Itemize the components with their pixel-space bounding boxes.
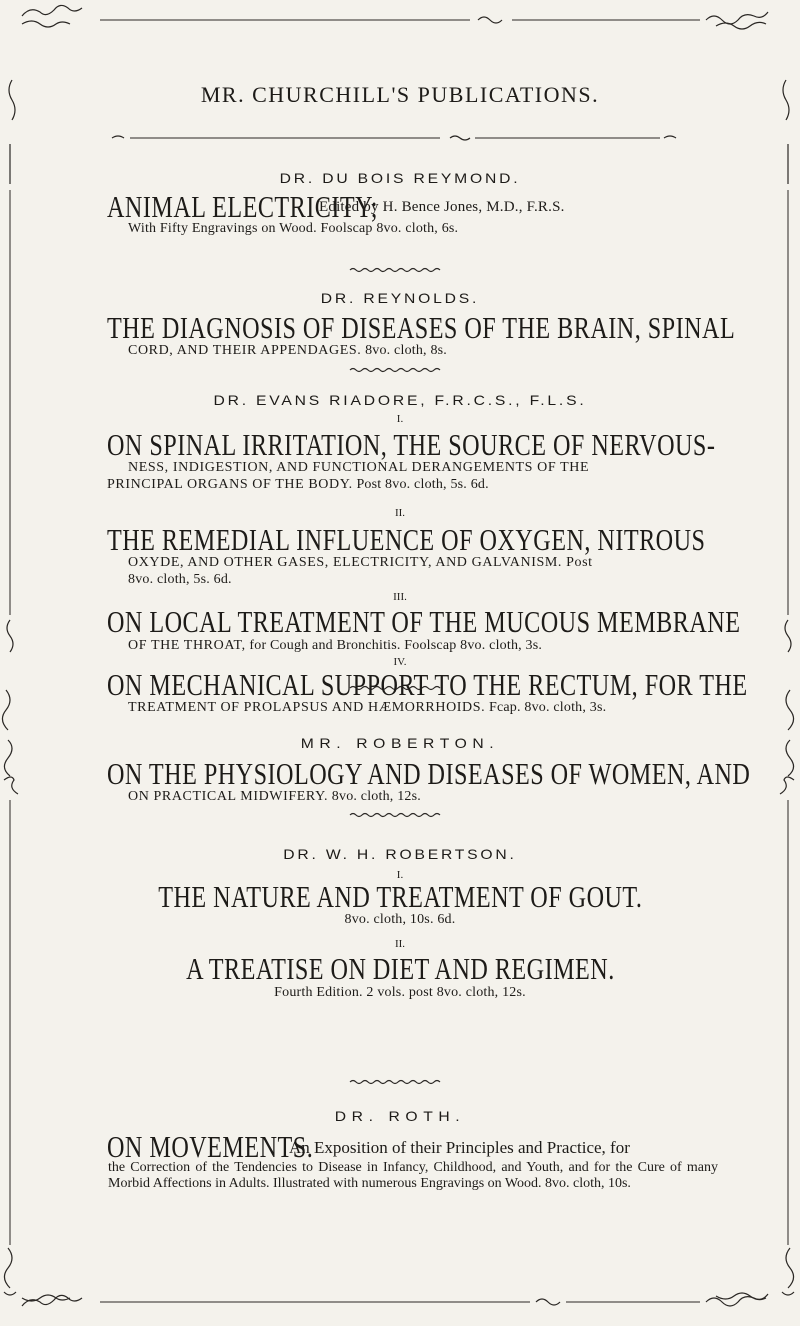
- numeral-i: I.: [396, 413, 404, 425]
- author-du-bois-reymond: DR. DU BOIS REYMOND.: [279, 170, 521, 186]
- work-subtitle: TREATMENT OF PROLAPSUS AND HÆMORRHOIDS.: [128, 700, 486, 715]
- work-physiology-details: [128, 789, 421, 805]
- work-spinal-irritation-line2: NESS, INDIGESTION, AND FUNCTIONAL DERANGEMENTS OF THE: [128, 460, 590, 475]
- work-title: ANIMAL ELECTRICITY;: [107, 190, 378, 225]
- numeral-iii: III.: [393, 591, 407, 603]
- author-roth: DR. ROTH.: [334, 1108, 466, 1124]
- work-spinal-irritation-line3: [107, 477, 489, 493]
- work-diagnosis-details: [128, 343, 447, 359]
- numeral-iv: IV.: [393, 656, 407, 668]
- author-roberton: MR. ROBERTON.: [300, 735, 500, 751]
- work-movements: [107, 1130, 722, 1165]
- top-rule-ornament: [22, 5, 768, 29]
- work-remedial-influence-line2: OXYDE, AND OTHER GASES, ELECTRICITY, AND GALVANISM. Post: [128, 555, 593, 570]
- work-price: 8vo. cloth, 12s.: [331, 789, 421, 804]
- work-spinal-irritation-title: ON SPINAL IRRITATION, THE SOURCE OF NERVOUS-: [107, 428, 716, 463]
- work-subtitle: PRINCIPAL ORGANS OF THE BODY.: [107, 477, 353, 492]
- work-gout-title-wrap: [0, 880, 800, 915]
- work-mechanical-support-title: ON MECHANICAL SUPPORT TO THE RECTUM, FOR THE: [107, 668, 748, 703]
- work-remedial-influence-title: THE REMEDIAL INFLUENCE OF OXYGEN, NITROUS: [107, 523, 706, 558]
- work-diet-title: A TREATISE ON DIET AND REGIMEN.: [185, 952, 615, 987]
- work-details: With Fifty Engravings on Wood. Foolscap 8vo. cloth, 6s.: [128, 221, 459, 236]
- work-price: for Cough and Bronchitis. Foolscap 8vo. cloth, 3s.: [249, 638, 543, 653]
- work-price: Fcap. 8vo. cloth, 3s.: [488, 700, 607, 715]
- work-price: 8vo. cloth, 8s.: [365, 343, 448, 358]
- work-subtitle: CORD, AND THEIR APPENDAGES.: [128, 343, 362, 358]
- bottom-rule-ornament: [22, 1293, 768, 1306]
- work-subtitle: ON PRACTICAL MIDWIFERY.: [128, 789, 329, 804]
- work-movements-desc-line1: An Exposition of their Principles and Practice, for: [289, 1138, 630, 1157]
- numeral-ii-robertson: II.: [394, 938, 406, 950]
- work-movements-title: ON MOVEMENTS.: [107, 1130, 314, 1165]
- work-remedial-influence-line3: 8vo. cloth, 5s. 6d.: [128, 572, 232, 587]
- author-robertson: DR. W. H. ROBERTSON.: [283, 846, 517, 862]
- work-diet-title-wrap: [0, 952, 800, 987]
- numeral-i-robertson: I.: [396, 869, 404, 881]
- work-gout-title: THE NATURE AND TREATMENT OF GOUT.: [157, 880, 643, 915]
- header-underline: [112, 136, 676, 140]
- work-gout-details: 8vo. cloth, 10s. 6d.: [344, 912, 456, 927]
- author-reynolds: DR. REYNOLDS.: [320, 290, 480, 306]
- work-editor: Edited by H. Bence Jones, M.D., F.R.S.: [319, 199, 565, 215]
- work-local-treatment-line2: [128, 638, 542, 654]
- publisher-header: MR. CHURCHILL'S PUBLICATIONS.: [200, 82, 600, 107]
- work-physiology-title: ON THE PHYSIOLOGY AND DISEASES OF WOMEN, AND: [107, 757, 751, 792]
- work-diet-details: Fourth Edition. 2 vols. post 8vo. cloth, 12s.: [274, 985, 526, 1000]
- numeral-ii: II.: [394, 507, 406, 519]
- work-mechanical-support-line2: [128, 700, 606, 716]
- work-local-treatment-title: ON LOCAL TREATMENT OF THE MUCOUS MEMBRANE: [107, 605, 741, 640]
- work-price: Post 8vo. cloth, 5s. 6d.: [356, 477, 489, 492]
- work-diagnosis-title: THE DIAGNOSIS OF DISEASES OF THE BRAIN, SPINAL: [107, 311, 736, 346]
- work-movements-description: the Correction of the Tendencies to Disease in Infancy, Childhood, and Youth, and for the Cure of many Morbid Affections in Adults. Illustrated with numerous Engravings on Wood. 8vo. cloth, 10s.: [108, 1160, 718, 1191]
- author-evans-riadore: DR. EVANS RIADORE, F.R.C.S., F.L.S.: [213, 392, 587, 408]
- work-subtitle: OF THE THROAT,: [128, 638, 246, 653]
- work-animal-electricity: [107, 190, 565, 225]
